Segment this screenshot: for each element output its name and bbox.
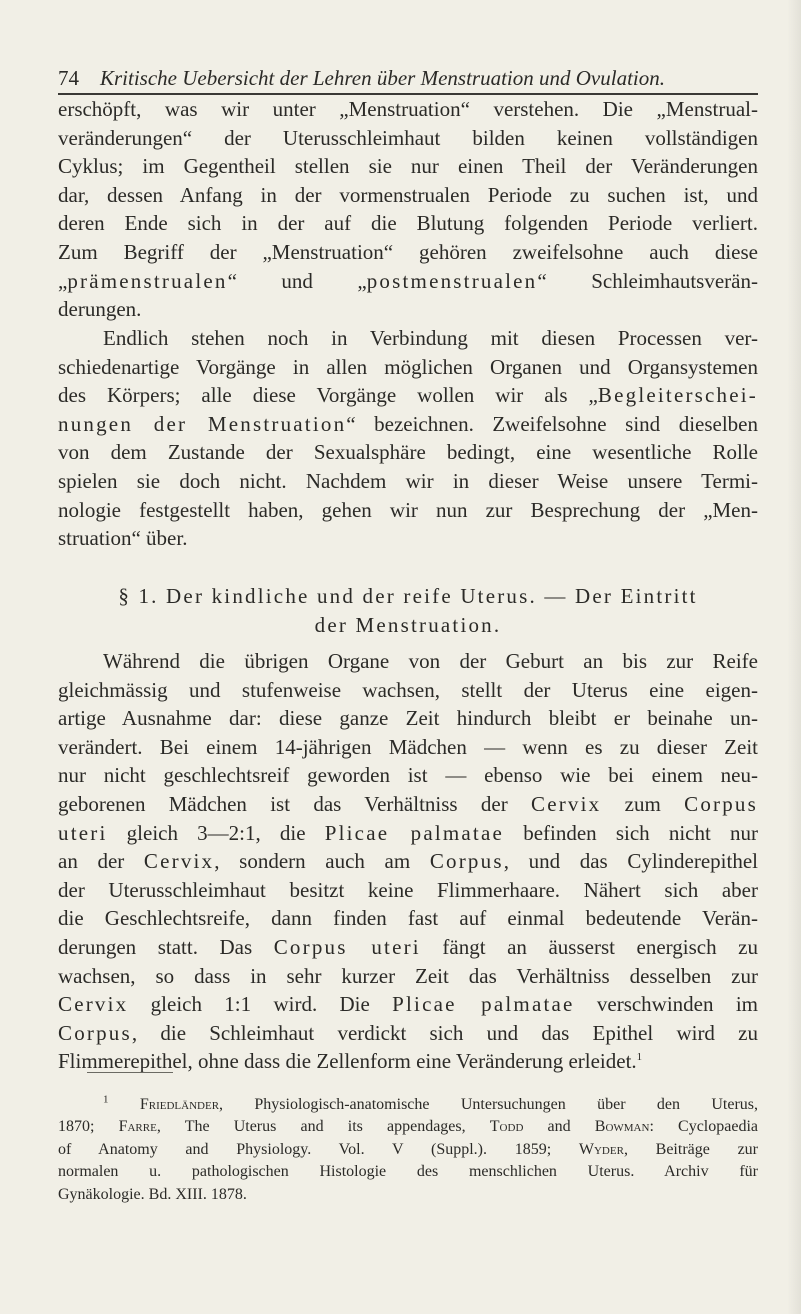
- footnote-mark: 1: [103, 1093, 109, 1106]
- author-name: Wyder: [578, 1140, 624, 1158]
- text-line: [58, 381, 758, 410]
- text-run: : Cyclopaedia: [649, 1118, 759, 1136]
- text-line: der Uterusschleimhaut besitzt keine Flimmerhaare. Nähert sich aber: [58, 877, 758, 902]
- text-line: [58, 847, 758, 876]
- footnote-line: Gynäkologie. Bd. XIII. 1878.: [58, 1185, 247, 1203]
- spaced-term: nungen der Menstruation: [58, 411, 347, 436]
- footnote-line: normalen u. pathologischen Histologie des menschlichen Uterus. Archiv für: [58, 1163, 758, 1181]
- text-run: , die Schleimhaut verdickt sich und das Epithel wird zu: [131, 1020, 758, 1045]
- section-heading: [58, 582, 758, 639]
- footnote-line: [58, 1116, 758, 1138]
- text-run: befinden sich nicht nur: [504, 820, 758, 845]
- text-run: , und das Cylinderepithel: [503, 849, 758, 874]
- author-name: Todd: [489, 1118, 524, 1136]
- text-run: , Beiträge zur: [623, 1140, 758, 1158]
- text-run: an der: [58, 849, 144, 874]
- page-number: 74: [58, 66, 79, 90]
- text-line: von dem Zustande der Sexualsphäre bedingt, eine wesentliche Rolle: [58, 440, 758, 465]
- text-run: , The Uterus and its appendages,: [156, 1118, 490, 1136]
- running-title: Kritische Uebersicht der Lehren über Menstruation und Ovulation.: [100, 66, 665, 90]
- spaced-term: Cervix: [58, 992, 129, 1017]
- text-run: zum: [601, 791, 685, 816]
- section-heading-line: der Menstruation.: [314, 612, 502, 637]
- running-header: [58, 66, 758, 96]
- text-run: , sondern auch am: [214, 849, 430, 874]
- text-line: Während die übrigen Organe von der Geburt an bis zur Reife: [103, 649, 758, 673]
- text-line: [58, 267, 758, 296]
- text-run: , Physiologisch-anatomische Untersuchungen über den Uterus,: [219, 1096, 759, 1113]
- text-line: [58, 790, 758, 819]
- text-line: nologie festgestellt haben, gehen wir nun zur Besprechung der „Men-: [58, 497, 758, 522]
- text-run: „: [58, 268, 68, 293]
- spaced-term: Cervix: [531, 791, 602, 816]
- text-run: of Anatomy and Physiology. Vol. V (Suppl.). 1859;: [58, 1140, 579, 1158]
- paragraph-1: [58, 95, 758, 324]
- text-line: struation“ über.: [58, 526, 188, 551]
- text-line: verändert. Bei einem 14-jährigen Mädchen — wenn es zu dieser Zeit: [58, 734, 758, 759]
- text-run: “ bezeichnen. Zweifelsohne sind dieselben: [346, 411, 758, 436]
- spaced-term: Begleiterschei-: [597, 383, 758, 408]
- text-run: derungen statt. Das: [58, 934, 274, 959]
- paragraph-2: [58, 324, 758, 553]
- text-run: geborenen Mädchen ist das Verhältniss der: [58, 791, 531, 816]
- author-name: Friedländer: [139, 1096, 220, 1113]
- text-line: gleichmässig und stufenweise wachsen, stellt der Uterus eine eigen-: [58, 677, 758, 702]
- text-run: des Körpers; alle diese Vorgänge wollen wir als „: [58, 383, 598, 408]
- text-line: nur nicht geschlechtsreif geworden ist — ebenso wie bei einem neu-: [58, 763, 758, 788]
- footnote: [58, 1094, 758, 1206]
- text-line: veränderungen“ der Uterusschleimhaut bilden keinen vollständigen: [58, 125, 758, 150]
- spaced-term: postmenstrualen: [366, 268, 538, 293]
- text-line: Cyklus; im Gegentheil stellen sie nur einen Theil der Veränderungen: [58, 154, 758, 179]
- spaced-term: uteri: [58, 820, 108, 845]
- paragraph-3: [58, 647, 758, 1076]
- text-run: “ Schleimhautsverän-: [537, 268, 758, 293]
- text-line: [58, 1019, 758, 1048]
- text-run: verschwinden im: [574, 992, 758, 1017]
- text-line: dar, dessen Anfang in der vormenstrualen Periode zu suchen ist, und: [58, 182, 758, 207]
- footnote-reference[interactable]: 1: [636, 1051, 643, 1064]
- footnote-line: [58, 1094, 758, 1116]
- text-line: Endlich stehen noch in Verbindung mit diesen Processen ver-: [103, 326, 758, 350]
- text-line: [58, 410, 758, 439]
- text-line: spielen sie doch nicht. Nachdem wir in dieser Weise unsere Termi-: [58, 468, 758, 493]
- text-line: artige Ausnahme dar: diese ganze Zeit hindurch bleibt er beinahe un-: [58, 706, 758, 731]
- spaced-term: Plicae palmatae: [324, 820, 505, 845]
- text-line: die Geschlechtsreife, dann finden fast auf einmal bedeutende Verän-: [58, 906, 758, 931]
- footnote-line: [58, 1139, 758, 1161]
- text-run: gleich 3—2:1, die: [107, 820, 325, 845]
- spaced-term: Corpus: [429, 849, 504, 874]
- text-run: Flimmerepithel, ohne dass die Zellenform eine Veränderung erleidet.: [58, 1049, 637, 1074]
- text-run: 1870;: [58, 1118, 119, 1136]
- text-run: gleich 1:1 wird. Die: [128, 992, 393, 1017]
- text-run: fängt an äusserst energisch zu: [420, 934, 758, 959]
- author-name: Bowman: [594, 1118, 650, 1136]
- section-heading-line: § 1. Der kindliche und der reife Uterus. — Der Eintritt: [118, 584, 698, 608]
- text-line: derungen.: [58, 297, 142, 322]
- spaced-term: Plicae palmatae: [392, 992, 575, 1017]
- spaced-term: Cervix: [143, 849, 215, 874]
- spaced-term: Corpus: [58, 1020, 132, 1045]
- text-run: “ und „: [227, 268, 367, 293]
- spaced-term: Corpus uteri: [273, 934, 421, 959]
- text-line: [58, 819, 758, 848]
- text-run: and: [523, 1118, 595, 1136]
- text-line: Zum Begriff der „Menstruation“ gehören zweifelsohne auch diese: [58, 239, 758, 264]
- text-line: [58, 990, 758, 1019]
- author-name: Farre: [118, 1118, 157, 1136]
- page-edge-shadow: [787, 0, 801, 1314]
- text-line: wachsen, so dass in sehr kurzer Zeit das Verhältniss desselben zur: [58, 963, 758, 988]
- text-line: schiedenartige Vorgänge in allen möglichen Organen und Organsystemen: [58, 354, 758, 379]
- spaced-term: Corpus: [684, 791, 758, 816]
- spaced-term: prämenstrualen: [67, 268, 228, 293]
- text-line: [58, 933, 758, 962]
- text-line: erschöpft, was wir unter „Menstruation“ verstehen. Die „Menstrual-: [58, 97, 758, 121]
- footnote-rule: [87, 1072, 173, 1073]
- text-line: deren Ende sich in der auf die Blutung folgenden Periode verliert.: [58, 211, 758, 236]
